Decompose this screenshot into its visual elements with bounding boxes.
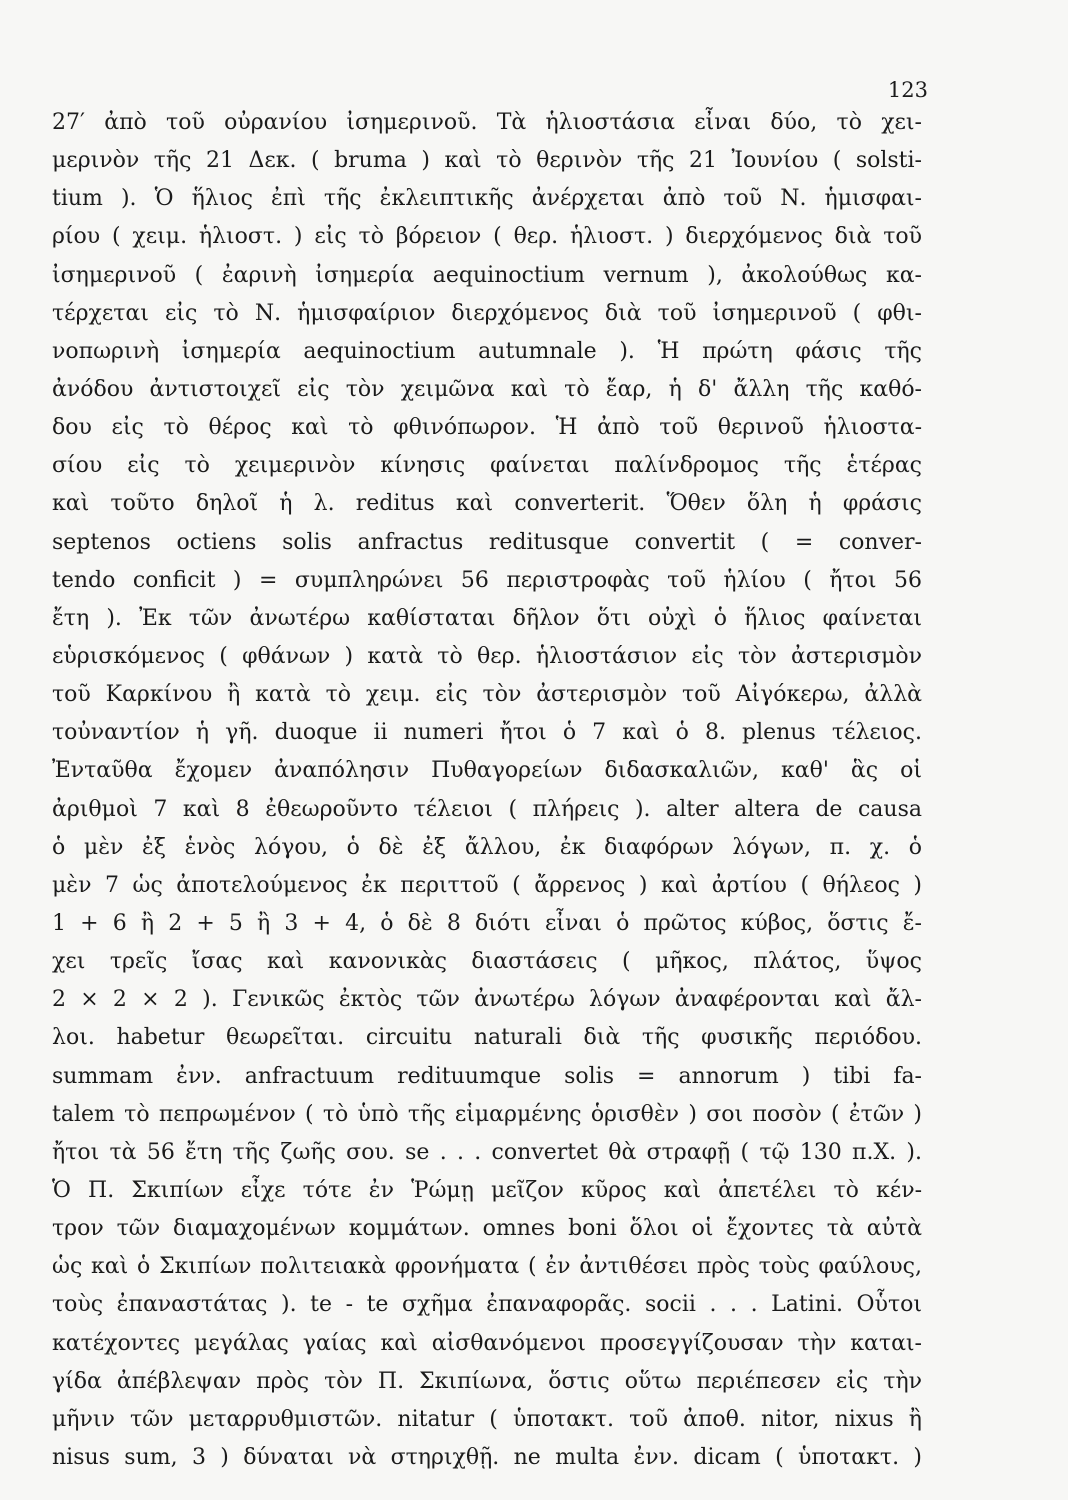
text-line: Ὁ Π. Σκιπίων εἶχε τότε ἐν Ῥώμῃ μεῖζον κῦρος καὶ ἀπετέλει τὸ κέν- — [52, 1177, 922, 1203]
text-line: ἀριθμοὶ 7 καὶ 8 ἐθεωροῦντο τέλειοι ( πλήρεις ). alter altera de causa — [52, 796, 922, 822]
text-line: νοπωρινὴ ἰσημερία aequinoctium autumnale ). Ἡ πρώτη φάσις τῆς — [52, 338, 922, 364]
text-line: ἔτη ). Ἐκ τῶν ἀνωτέρω καθίσταται δῆλον ὅτι οὐχὶ ὁ ἥλιος φαίνεται — [52, 605, 922, 631]
text-block — [52, 104, 922, 1477]
text-line: ὡς καὶ ὁ Σκιπίων πολιτειακὰ φρονήματα ( ἐν ἀντιθέσει πρὸς τοὺς φαύλους, — [52, 1254, 922, 1280]
text-line: τρον τῶν διαμαχομένων κομμάτων. omnes boni ὅλοι οἱ ἔχοντες τὰ αὐτὰ — [52, 1216, 922, 1242]
text-line: καὶ τοῦτο δηλοῖ ἡ λ. reditus καὶ converterit. Ὅθεν ὅλη ἡ φράσις — [52, 491, 922, 517]
text-line: εὑρισκόμενος ( φθάνων ) κατὰ τὸ θερ. ἡλιοστάσιον εἰς τὸν ἀστερισμὸν — [52, 643, 922, 669]
page-number: 123 — [887, 78, 928, 102]
text-line: tium ). Ὁ ἥλιος ἐπὶ τῆς ἐκλειπτικῆς ἀνέρχεται ἀπὸ τοῦ Ν. ἡμισφαι- — [52, 186, 922, 212]
text-line: summam ἐνν. anfractuum redituumque solis = annorum ) tibi fa- — [52, 1063, 922, 1089]
text-line: τέρχεται εἰς τὸ Ν. ἡμισφαίριον διερχόμενος διὰ τοῦ ἰσημερινοῦ ( φθι- — [52, 300, 922, 326]
text-line: Ἐνταῦθα ἔχομεν ἀναπόλησιν Πυθαγορείων διδασκαλιῶν, καθ' ἃς οἱ — [52, 758, 922, 784]
text-line: τοὺς ἐπαναστάτας ). te - te σχῆμα ἐπαναφορᾶς. socii . . . Latini. Οὗτοι — [52, 1292, 922, 1318]
text-line: ἀνόδου ἀντιστοιχεῖ εἰς τὸν χειμῶνα καὶ τὸ ἔαρ, ἡ δ' ἄλλη τῆς καθό- — [52, 376, 922, 402]
text-line: ὁ μὲν ἐξ ἑνὸς λόγου, ὁ δὲ ἐξ ἄλλου, ἐκ διαφόρων λόγων, π. χ. ὁ — [52, 834, 922, 860]
text-line: λοι. habetur θεωρεῖται. circuitu naturali διὰ τῆς φυσικῆς περιόδου. — [52, 1025, 922, 1051]
text-line: τοὐναντίον ἡ γῆ. duoque ii numeri ἤτοι ὁ 7 καὶ ὁ 8. plenus τέλειος. — [52, 720, 922, 746]
text-line: tendo conficit ) = συμπληρώνει 56 περιστροφὰς τοῦ ἡλίου ( ἤτοι 56 — [52, 567, 922, 593]
text-line: σίου εἰς τὸ χειμερινὸν κίνησις φαίνεται παλίνδρομος τῆς ἑτέρας — [52, 453, 922, 479]
text-line: 2 × 2 × 2 ). Γενικῶς ἐκτὸς τῶν ἀνωτέρω λόγων ἀναφέρονται καὶ ἄλ- — [52, 987, 922, 1013]
text-line: μῆνιν τῶν μεταρρυθμιστῶν. nitatur ( ὑποτακτ. τοῦ ἀποθ. nitor, nixus ἢ — [52, 1406, 922, 1432]
text-line: μερινὸν τῆς 21 Δεκ. ( bruma ) καὶ τὸ θερινὸν τῆς 21 Ἰουνίου ( solsti- — [52, 148, 922, 174]
text-line: κατέχοντες μεγάλας γαίας καὶ αἰσθανόμενοι προσεγγίζουσαν τὴν καται- — [52, 1330, 922, 1356]
text-line: ἤτοι τὰ 56 ἔτη τῆς ζωῆς σου. se . . . convertet θὰ στραφῇ ( τῷ 130 π.Χ. ). — [52, 1139, 922, 1165]
text-line: 1 + 6 ἢ 2 + 5 ἢ 3 + 4, ὁ δὲ 8 διότι εἶναι ὁ πρῶτος κύβος, ὅστις ἔ- — [52, 910, 922, 936]
text-line: septenos octiens solis anfractus reditusque convertit ( = conver- — [52, 529, 922, 555]
text-line: γίδα ἀπέβλεψαν πρὸς τὸν Π. Σκιπίωνα, ὅστις οὕτω περιέπεσεν εἰς τὴν — [52, 1368, 922, 1394]
text-line: ἰσημερινοῦ ( ἐαρινὴ ἰσημερία aequinoctium vernum ), ἀκολούθως κα- — [52, 262, 922, 288]
text-line: μὲν 7 ὡς ἀποτελούμενος ἐκ περιττοῦ ( ἄρρενος ) καὶ ἀρτίου ( θήλεος ) — [52, 872, 922, 898]
text-line: τοῦ Καρκίνου ἢ κατὰ τὸ χειμ. εἰς τὸν ἀστερισμὸν τοῦ Αἰγόκερω, ἀλλὰ — [52, 682, 922, 708]
text-line: ρίου ( χειμ. ἡλιοστ. ) εἰς τὸ βόρειον ( θερ. ἡλιοστ. ) διερχόμενος διὰ τοῦ — [52, 224, 922, 250]
text-line: nisus sum, 3 ) δύναται νὰ στηριχθῇ. ne multa ἐνν. dicam ( ὑποτακτ. ) — [52, 1444, 922, 1470]
text-line: talem τὸ πεπρωμένον ( τὸ ὑπὸ τῆς εἱμαρμένης ὁρισθὲν ) σοι ποσὸν ( ἐτῶν ) — [52, 1101, 922, 1127]
text-line: 27′ ἀπὸ τοῦ οὐρανίου ἰσημερινοῦ. Τὰ ἡλιοστάσια εἶναι δύο, τὸ χει- — [52, 110, 922, 135]
text-line: χει τρεῖς ἴσας καὶ κανονικὰς διαστάσεις ( μῆκος, πλάτος, ὕψος — [52, 949, 922, 975]
text-line: δου εἰς τὸ θέρος καὶ τὸ φθινόπωρον. Ἡ ἀπὸ τοῦ θερινοῦ ἡλιοστα- — [52, 415, 922, 441]
